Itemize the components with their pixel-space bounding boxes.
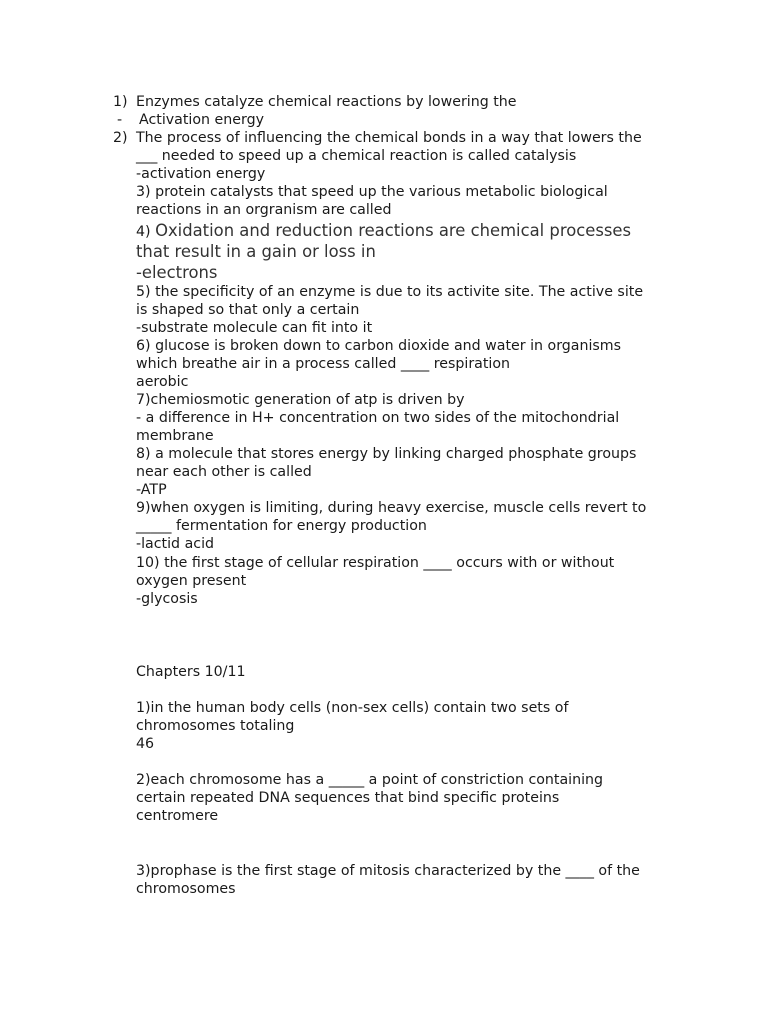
item3-line2: reactions in an orgranism are called <box>136 202 392 218</box>
item6-line2: which breathe air in a process called ____ respiration <box>136 356 511 372</box>
item5-line1: 5) the specificity of an enzyme is due to its activite site. The active site <box>136 284 644 300</box>
item9-answer: -lactid acid <box>136 536 215 552</box>
item1-text: Enzymes catalyze chemical reactions by lowering the <box>136 94 517 110</box>
section2-q2-line1: 2)each chromosome has a _____ a point of constriction containing <box>136 772 604 788</box>
section2-q3-line2: chromosomes <box>136 881 236 897</box>
item5-answer: -substrate molecule can fit into it <box>136 320 373 336</box>
item8-line1: 8) a molecule that stores energy by linking charged phosphate groups <box>136 446 637 462</box>
section2-q1-line1: 1)in the human body cells (non-sex cells) contain two sets of <box>136 700 569 716</box>
item5-line2: is shaped so that only a certain <box>136 302 360 318</box>
item10-line2: oxygen present <box>136 573 247 589</box>
item8-answer: -ATP <box>136 482 167 498</box>
section2-q2-line2: certain repeated DNA sequences that bind specific proteins <box>136 790 560 806</box>
item7-line2: - a difference in H+ concentration on two sides of the mitochondrial <box>136 410 620 426</box>
item4-answer: -electrons <box>136 263 218 282</box>
section2-q1-answer: 46 <box>136 736 155 752</box>
item2-marker: 2) <box>113 130 128 146</box>
item2-line2: ___ needed to speed up a chemical reaction is called catalysis <box>136 148 577 164</box>
item6-line1: 6) glucose is broken down to carbon dioxide and water in organisms <box>136 338 622 354</box>
item3-line1: 3) protein catalysts that speed up the various metabolic biological <box>136 184 608 200</box>
section2-q1-line2: chromosomes totaling <box>136 718 295 734</box>
item1-marker: 1) <box>113 94 128 110</box>
section2-q2-answer: centromere <box>136 808 219 824</box>
item7-line3: membrane <box>136 428 214 444</box>
item8-line2: near each other is called <box>136 464 312 480</box>
item9-line2: _____ fermentation for energy production <box>136 518 427 534</box>
item2-line1: The process of influencing the chemical bonds in a way that lowers the <box>136 130 642 146</box>
item4-number: 4) <box>136 224 151 240</box>
item1-answer: Activation energy <box>139 112 264 128</box>
item4-line2: that result in a gain or loss in <box>136 242 376 261</box>
item2-answer: -activation energy <box>136 166 266 182</box>
section2-heading: Chapters 10/11 <box>136 664 246 680</box>
item6-answer: aerobic <box>136 374 189 390</box>
item10-answer: -glycosis <box>136 591 198 607</box>
item9-line1: 9)when oxygen is limiting, during heavy exercise, muscle cells revert to <box>136 500 647 516</box>
item7-line1: 7)chemiosmotic generation of atp is driven by <box>136 392 465 408</box>
item1-answer-marker: - <box>117 112 123 128</box>
section2-q3-line1: 3)prophase is the first stage of mitosis characterized by the ____ of the <box>136 863 640 879</box>
item10-line1: 10) the first stage of cellular respiration ____ occurs with or without <box>136 555 615 571</box>
item4-line1-wrapper <box>136 220 631 241</box>
item4-line1: Oxidation and reduction reactions are chemical processes <box>155 221 632 240</box>
